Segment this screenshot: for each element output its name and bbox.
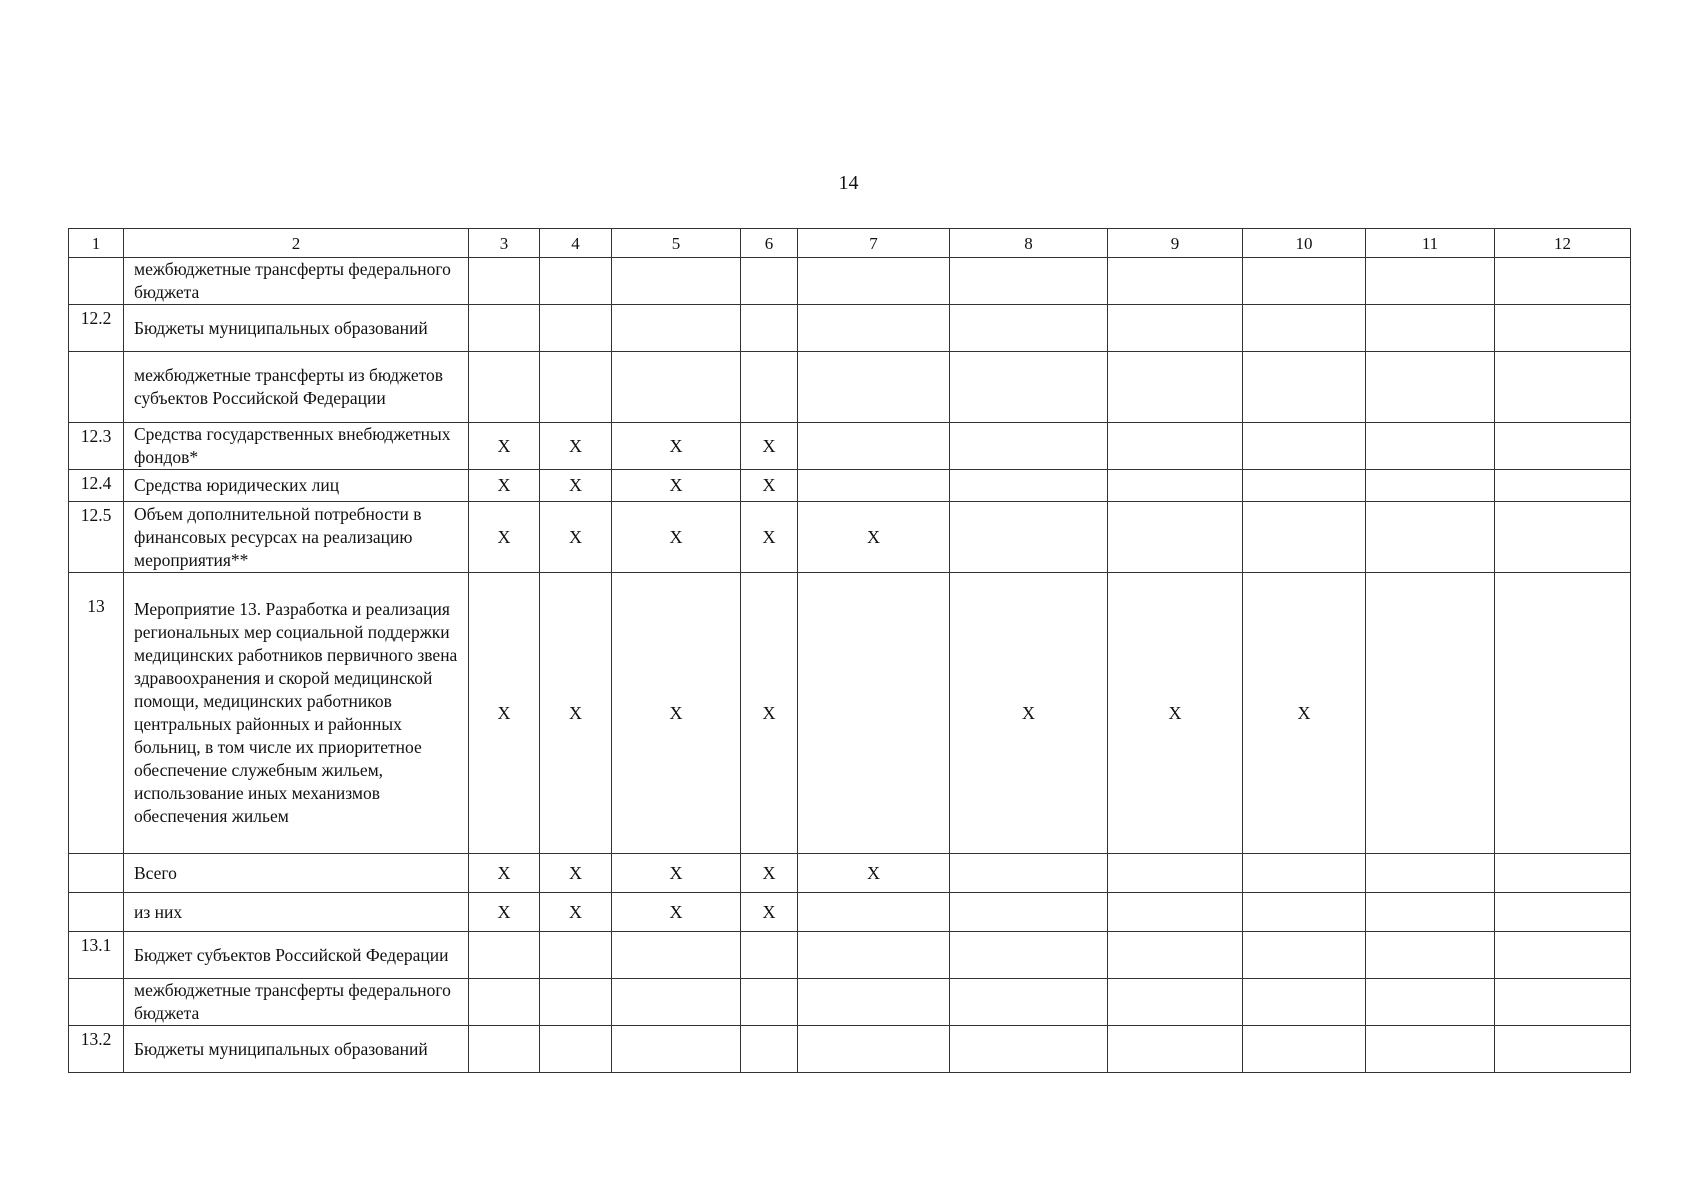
table-cell: X [540, 470, 612, 502]
row-label: Бюджет субъектов Российской Федерации [124, 932, 469, 979]
table-cell [1495, 502, 1631, 573]
table-cell: X [950, 573, 1108, 854]
table-cell [1108, 423, 1243, 470]
table-cell: X [798, 502, 950, 573]
table-cell: X [798, 854, 950, 893]
table-cell [950, 979, 1108, 1026]
table-cell: X [612, 893, 741, 932]
table-cell [612, 258, 741, 305]
row-number: 13.2 [69, 1026, 124, 1073]
table-cell [798, 979, 950, 1026]
funding-table [68, 228, 1631, 1073]
row-number [69, 979, 124, 1026]
column-header: 2 [124, 229, 469, 258]
table-cell [741, 1026, 798, 1073]
table-cell [798, 573, 950, 854]
column-header: 12 [1495, 229, 1631, 258]
table-cell [1108, 932, 1243, 979]
table-cell: X [741, 423, 798, 470]
row-label: Средства юридических лиц [124, 470, 469, 502]
table-cell [540, 1026, 612, 1073]
table-cell [1495, 305, 1631, 352]
table-cell [950, 932, 1108, 979]
table-cell [1495, 423, 1631, 470]
table-cell [950, 470, 1108, 502]
table-cell [798, 352, 950, 423]
table-cell [469, 1026, 540, 1073]
row-number: 12.3 [69, 423, 124, 470]
table-cell [798, 258, 950, 305]
table-cell [950, 854, 1108, 893]
table-cell [798, 893, 950, 932]
table-cell [1243, 423, 1366, 470]
table-cell [1108, 854, 1243, 893]
table-cell [1366, 502, 1495, 573]
table-cell: X [540, 854, 612, 893]
table-cell [612, 305, 741, 352]
table-cell [741, 258, 798, 305]
table-cell [1495, 470, 1631, 502]
table-cell [1366, 854, 1495, 893]
table-row [69, 470, 1631, 502]
table-cell: X [612, 502, 741, 573]
table-cell [1243, 1026, 1366, 1073]
table-cell [469, 352, 540, 423]
column-header: 10 [1243, 229, 1366, 258]
table-cell [950, 1026, 1108, 1073]
table-cell: X [741, 893, 798, 932]
column-header: 1 [69, 229, 124, 258]
table-cell [1108, 470, 1243, 502]
table-cell: X [469, 502, 540, 573]
table-row [69, 423, 1631, 470]
row-label: межбюджетные трансферты федерального бюджета [124, 979, 469, 1026]
column-header: 11 [1366, 229, 1495, 258]
table-cell [1495, 573, 1631, 854]
table-cell [612, 1026, 741, 1073]
column-header: 3 [469, 229, 540, 258]
table-cell [540, 352, 612, 423]
table-row [69, 893, 1631, 932]
table-cell: X [469, 470, 540, 502]
table-cell: X [1108, 573, 1243, 854]
table-cell [1108, 1026, 1243, 1073]
table-cell [1243, 470, 1366, 502]
table-cell [1495, 1026, 1631, 1073]
table-cell [469, 305, 540, 352]
column-header: 5 [612, 229, 741, 258]
row-number: 12.4 [69, 470, 124, 502]
table-cell: X [469, 854, 540, 893]
table-row [69, 305, 1631, 352]
row-number [69, 893, 124, 932]
table-cell [1366, 979, 1495, 1026]
row-label: из них [124, 893, 469, 932]
table-cell: X [612, 573, 741, 854]
table-cell [741, 305, 798, 352]
row-number [69, 258, 124, 305]
table-cell [1366, 258, 1495, 305]
row-label: межбюджетные трансферты из бюджетов субъектов Российской Федерации [124, 352, 469, 423]
table-cell [1366, 423, 1495, 470]
table-cell [1366, 470, 1495, 502]
table-cell [540, 979, 612, 1026]
table-cell [1108, 979, 1243, 1026]
table-cell [1243, 258, 1366, 305]
table-cell [798, 305, 950, 352]
table-row [69, 352, 1631, 423]
row-number: 12.5 [69, 502, 124, 573]
table-cell [540, 305, 612, 352]
table-cell [741, 979, 798, 1026]
table-cell [1495, 893, 1631, 932]
table-cell [950, 258, 1108, 305]
table-row [69, 1026, 1631, 1073]
table-cell [1108, 502, 1243, 573]
table-cell [798, 1026, 950, 1073]
table-cell [950, 305, 1108, 352]
table-cell: X [612, 854, 741, 893]
table-cell [1243, 305, 1366, 352]
table-cell [469, 979, 540, 1026]
table-cell [1366, 305, 1495, 352]
table-header-row [69, 229, 1631, 258]
row-number [69, 352, 124, 423]
table-cell [1108, 258, 1243, 305]
table-body [69, 229, 1631, 1073]
table-cell [1108, 352, 1243, 423]
table-cell: X [540, 502, 612, 573]
table-cell [612, 932, 741, 979]
table-cell: X [540, 423, 612, 470]
row-label: межбюджетные трансферты федерального бюджета [124, 258, 469, 305]
column-header: 8 [950, 229, 1108, 258]
table-row [69, 573, 1631, 854]
row-label: Бюджеты муниципальных образований [124, 1026, 469, 1073]
table-row [69, 854, 1631, 893]
table-row [69, 502, 1631, 573]
table-cell: X [469, 423, 540, 470]
table-row [69, 979, 1631, 1026]
table-cell: X [612, 423, 741, 470]
row-number: 13.1 [69, 932, 124, 979]
table-cell [469, 932, 540, 979]
table-cell [469, 258, 540, 305]
table-cell [1495, 932, 1631, 979]
table-cell: X [741, 470, 798, 502]
table-cell [1366, 932, 1495, 979]
row-label: Бюджеты муниципальных образований [124, 305, 469, 352]
table-cell: X [1243, 573, 1366, 854]
table-cell [540, 258, 612, 305]
table-cell [612, 979, 741, 1026]
table-cell [1243, 893, 1366, 932]
table-cell [1108, 893, 1243, 932]
table-cell [798, 932, 950, 979]
table-cell [1495, 258, 1631, 305]
row-label: Средства государственных внебюджетных фондов* [124, 423, 469, 470]
row-number [69, 854, 124, 893]
table-cell [1495, 352, 1631, 423]
table-cell [1243, 932, 1366, 979]
table-cell: X [741, 854, 798, 893]
row-label: Мероприятие 13. Разработка и реализация региональных мер социальной поддержки медицинских работников первичного звена здравоохранения и скорой медицинской помощи, медицинских работников центральных районных и районных больниц, в том числе их приоритетное обеспечение служебным жильем, использование иных механизмов обеспечения жильем [124, 573, 469, 854]
table-cell [1108, 305, 1243, 352]
table-cell [1495, 854, 1631, 893]
table-cell [1243, 979, 1366, 1026]
row-number: 13 [69, 573, 124, 854]
row-label: Всего [124, 854, 469, 893]
table-cell [741, 352, 798, 423]
table-cell [1366, 352, 1495, 423]
table-cell [1366, 893, 1495, 932]
table-cell [612, 352, 741, 423]
table-cell [1366, 573, 1495, 854]
table-cell: X [540, 573, 612, 854]
table-cell: X [741, 573, 798, 854]
table-cell [950, 893, 1108, 932]
table-cell [798, 423, 950, 470]
table-cell: X [741, 502, 798, 573]
table-cell [950, 423, 1108, 470]
column-header: 6 [741, 229, 798, 258]
column-header: 9 [1108, 229, 1243, 258]
column-header: 7 [798, 229, 950, 258]
page-number: 14 [838, 172, 859, 194]
table-cell [1366, 1026, 1495, 1073]
table-cell [1243, 854, 1366, 893]
table-cell [1243, 502, 1366, 573]
column-header: 4 [540, 229, 612, 258]
table-row [69, 932, 1631, 979]
table-cell [950, 502, 1108, 573]
table-cell: X [540, 893, 612, 932]
table-cell [950, 352, 1108, 423]
row-label: Объем дополнительной потребности в финансовых ресурсах на реализацию мероприятия** [124, 502, 469, 573]
table-cell [741, 932, 798, 979]
row-number: 12.2 [69, 305, 124, 352]
table-cell [540, 932, 612, 979]
table-cell: X [469, 573, 540, 854]
table-cell [1243, 352, 1366, 423]
table-row [69, 258, 1631, 305]
table-cell: X [469, 893, 540, 932]
table-cell: X [612, 470, 741, 502]
table-cell [1495, 979, 1631, 1026]
table-cell [798, 470, 950, 502]
